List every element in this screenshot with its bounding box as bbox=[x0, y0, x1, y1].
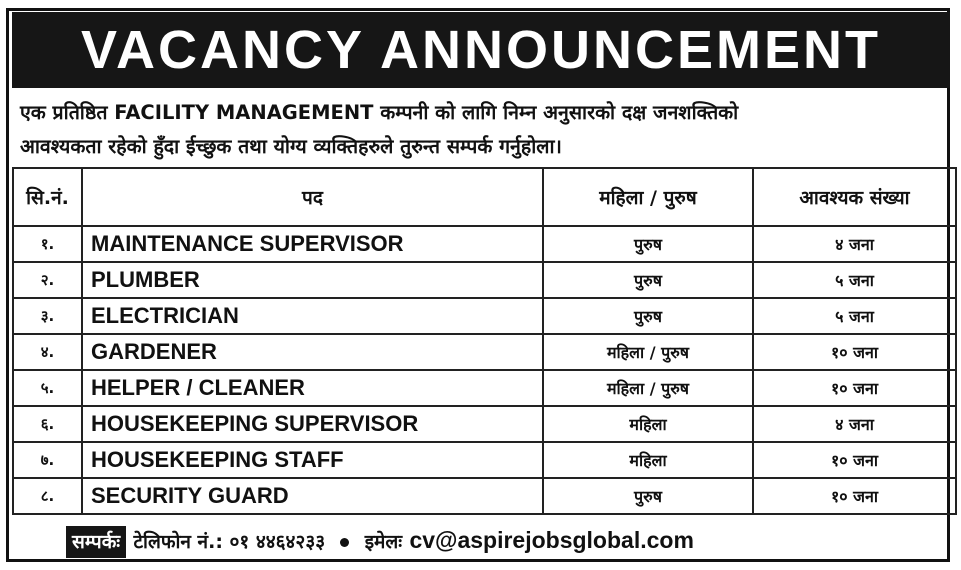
row-serial: ६. bbox=[13, 406, 82, 442]
row-position: HOUSEKEEPING STAFF bbox=[82, 442, 543, 478]
row-serial: ५. bbox=[13, 370, 82, 406]
row-serial: २. bbox=[13, 262, 82, 298]
table-row bbox=[13, 370, 956, 406]
bullet-separator bbox=[340, 538, 349, 547]
contact-label: सम्पर्कः bbox=[66, 526, 126, 558]
vacancy-table bbox=[12, 167, 957, 515]
table-row bbox=[13, 406, 956, 442]
row-gender: पुरुष bbox=[543, 262, 753, 298]
page-title: VACANCY ANNOUNCEMENT bbox=[12, 12, 950, 88]
intro-paragraph bbox=[20, 96, 945, 164]
table-row bbox=[13, 262, 956, 298]
row-gender: पुरुष bbox=[543, 478, 753, 514]
row-count: ४ जना bbox=[753, 226, 956, 262]
row-gender: पुरुष bbox=[543, 298, 753, 334]
table-row bbox=[13, 478, 956, 514]
contact-email: cv@aspirejobsglobal.com bbox=[409, 527, 694, 553]
row-serial: ७. bbox=[13, 442, 82, 478]
row-serial: १. bbox=[13, 226, 82, 262]
row-position: HELPER / CLEANER bbox=[82, 370, 543, 406]
table-row bbox=[13, 226, 956, 262]
contact-line bbox=[66, 522, 694, 558]
header-serial-number: सि.नं. bbox=[13, 168, 82, 226]
row-gender: महिला bbox=[543, 406, 753, 442]
email-label: इमेलः bbox=[364, 531, 403, 553]
row-count: १० जना bbox=[753, 442, 956, 478]
row-serial: ८. bbox=[13, 478, 82, 514]
table-row bbox=[13, 442, 956, 478]
table-row bbox=[13, 334, 956, 370]
row-position: GARDENER bbox=[82, 334, 543, 370]
header-position: पद bbox=[82, 168, 543, 226]
header-gender: महिला / पुरुष bbox=[543, 168, 753, 226]
row-count: ५ जना bbox=[753, 298, 956, 334]
row-count: १० जना bbox=[753, 334, 956, 370]
row-serial: ३. bbox=[13, 298, 82, 334]
row-position: PLUMBER bbox=[82, 262, 543, 298]
header-required-count: आवश्यक संख्या bbox=[753, 168, 956, 226]
contact-phone: टेलिफोन नं.: ०१ ४४६४२३३ bbox=[133, 531, 326, 553]
row-count: ५ जना bbox=[753, 262, 956, 298]
row-count: १० जना bbox=[753, 370, 956, 406]
row-gender: महिला / पुरुष bbox=[543, 370, 753, 406]
row-gender: महिला bbox=[543, 442, 753, 478]
row-serial: ४. bbox=[13, 334, 82, 370]
intro-line-1: एक प्रतिष्ठित FACILITY MANAGEMENT कम्पनी को लागि निम्न अनुसारको दक्ष जनशक्तिको bbox=[20, 101, 739, 124]
row-position: ELECTRICIAN bbox=[82, 298, 543, 334]
row-position: MAINTENANCE SUPERVISOR bbox=[82, 226, 543, 262]
row-gender: पुरुष bbox=[543, 226, 753, 262]
row-gender: महिला / पुरुष bbox=[543, 334, 753, 370]
row-count: १० जना bbox=[753, 478, 956, 514]
intro-line-2: आवश्यकता रहेको हुँदा ईच्छुक तथा योग्य व्यक्तिहरुले तुरुन्त सम्पर्क गर्नुहोला। bbox=[20, 135, 562, 158]
row-position: SECURITY GUARD bbox=[82, 478, 543, 514]
table-header-row bbox=[13, 168, 956, 226]
row-position: HOUSEKEEPING SUPERVISOR bbox=[82, 406, 543, 442]
row-count: ४ जना bbox=[753, 406, 956, 442]
table-row bbox=[13, 298, 956, 334]
